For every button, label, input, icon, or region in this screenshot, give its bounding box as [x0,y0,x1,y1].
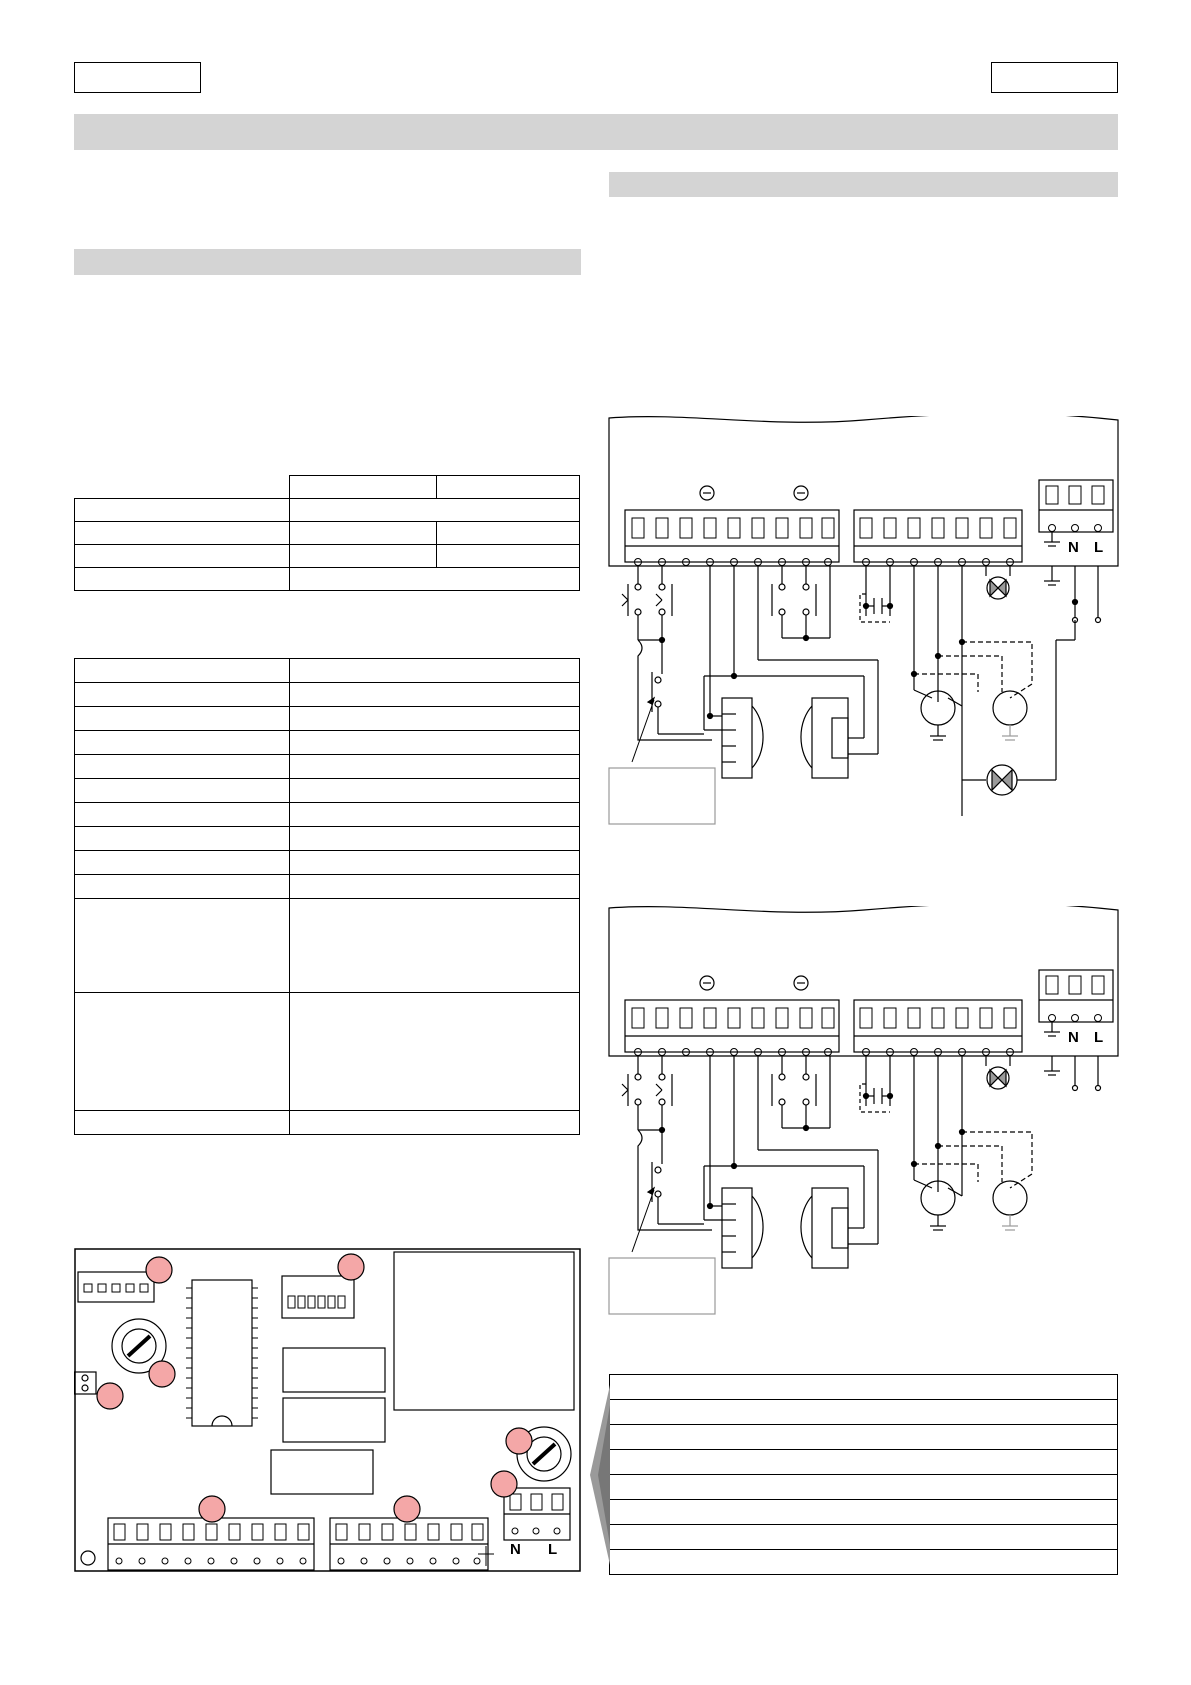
model-table [74,475,580,591]
section-bar-right [609,172,1118,197]
page-title-bar [74,114,1118,150]
live-label-d1: L [1094,539,1104,556]
legend-arrow [588,1385,612,1565]
header-left-box [74,62,201,93]
section-bar-left [74,249,581,275]
neutral-label: N [510,1541,521,1558]
board-layout-drawing [74,1248,582,1574]
spec-table [74,658,580,1135]
terminal-legend-table [609,1374,1118,1575]
live-label-d2: L [1094,1029,1104,1046]
header-right-box [991,62,1118,93]
neutral-label-d1: N [1068,539,1079,556]
wiring-diagram-1 [608,416,1120,826]
wiring-diagram-2 [608,906,1120,1316]
live-label: L [548,1541,558,1558]
neutral-label-d2: N [1068,1029,1079,1046]
